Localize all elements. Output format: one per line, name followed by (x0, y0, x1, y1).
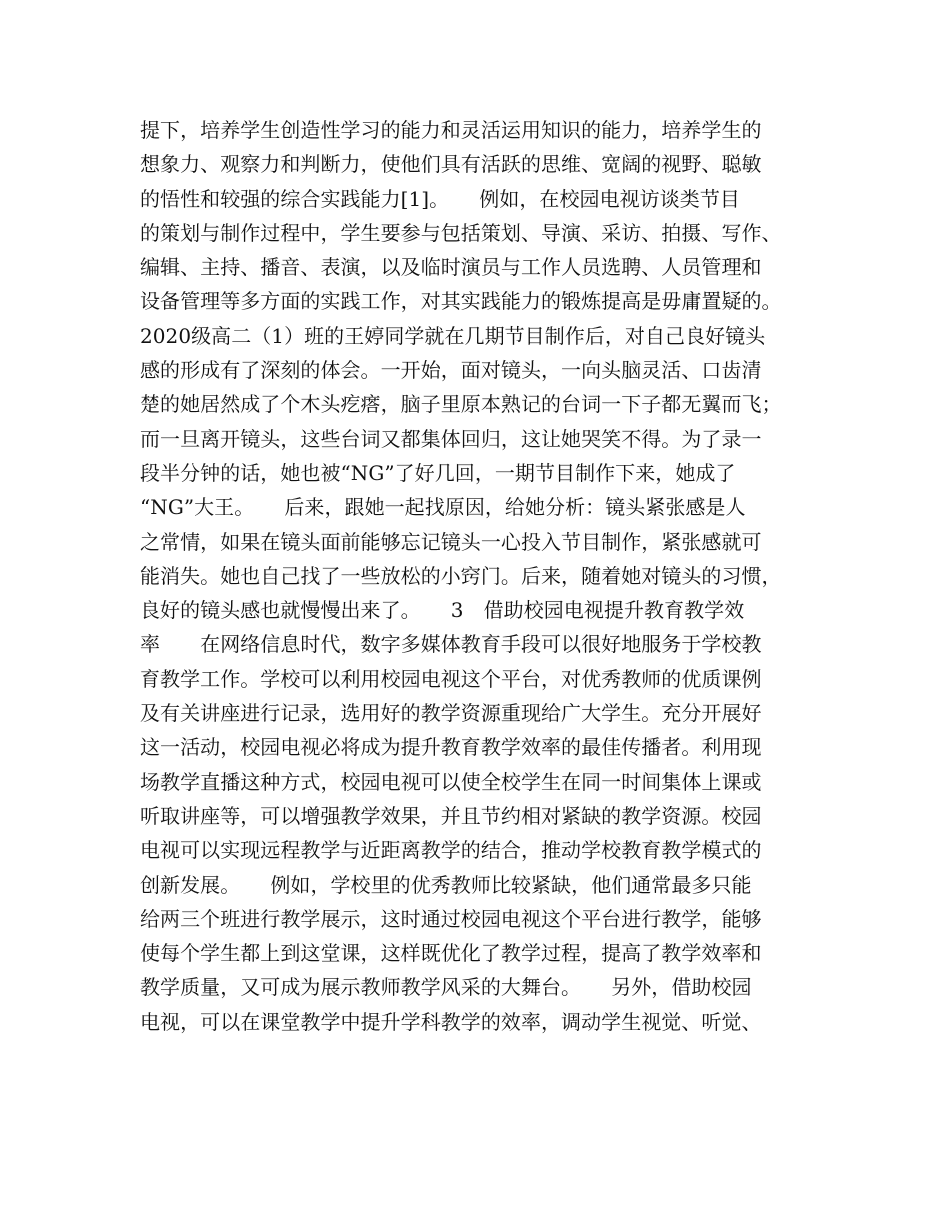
text-line: 能消失。她也自己找了一些放松的小窍门。后来，随着她对镜头的习惯， (140, 563, 782, 588)
text-line: 创新发展。 例如，学校里的优秀教师比较紧缺，他们通常最多只能 (140, 872, 752, 897)
text-line: 编辑、主持、播音、表演，以及临时演员与工作人员选聘、人员管理和 (140, 255, 762, 280)
text-line: 及有关讲座进行记录，选用好的教学资源重现给广大学生。充分开展好 (140, 701, 762, 726)
body-text (140, 113, 830, 1039)
text-line: 的策划与制作过程中，学生要参与包括策划、导演、采访、拍摄、写作、 (140, 220, 782, 245)
text-line: 电视，可以在课堂教学中提升学科教学的效率，调动学生视觉、听觉、 (140, 1009, 762, 1034)
text-line: 的悟性和较强的综合实践能力[1]。 例如，在校园电视访谈类节目 (140, 186, 740, 211)
text-line: 教学质量，又可成为展示教师教学风采的大舞台。 另外，借助校园 (140, 975, 752, 1000)
text-line: 场教学直播这种方式，校园电视可以使全校学生在同一时间集体上课或 (140, 769, 762, 794)
text-line: 提下，培养学生创造性学习的能力和灵活运用知识的能力，培养学生的 (140, 118, 762, 142)
text-line: 段半分钟的话，她也被“NG”了好几回，一期节目制作下来，她成了 (140, 460, 736, 485)
text-line: 使每个学生都上到这堂课，这样既优化了教学过程，提高了教学效率和 (140, 941, 762, 966)
text-line: 感的形成有了深刻的体会。一开始，面对镜头，一向头脑灵活、口齿清 (140, 358, 762, 383)
text-line: 设备管理等多方面的实践工作，对其实践能力的锻炼提高是毋庸置疑的。 (140, 289, 782, 314)
text-line: 楚的她居然成了个木头疙瘩，脑子里原本熟记的台词一下子都无翼而飞； (140, 392, 782, 417)
text-line: 这一活动，校园电视必将成为提升教育教学效率的最佳传播者。利用现 (140, 735, 762, 760)
text-line: 想象力、观察力和判断力，使他们具有活跃的思维、宽阔的视野、聪敏 (140, 152, 762, 177)
text-line: “NG”大王。 后来，跟她一起找原因，给她分析：镜头紧张感是人 (140, 495, 746, 520)
text-line: 2020级高二（1）班的王婷同学就在几期节目制作后，对自己良好镜头 (140, 323, 766, 348)
text-line: 育教学工作。学校可以利用校园电视这个平台，对优秀教师的优质课例 (140, 666, 762, 691)
text-line: 听取讲座等，可以增强教学效果，并且节约相对紧缺的教学资源。校园 (140, 803, 762, 828)
text-line: 之常情，如果在镜头面前能够忘记镜头一心投入节目制作，紧张感就可 (140, 529, 762, 554)
text-line: 良好的镜头感也就慢慢出来了。 3 借助校园电视提升教育教学效 (140, 598, 745, 623)
text-line: 率 在网络信息时代，数字多媒体教育手段可以很好地服务于学校教 (140, 632, 762, 657)
text-line: 而一旦离开镜头，这些台词又都集体回归，这让她哭笑不得。为了录一 (140, 426, 762, 451)
text-line: 给两三个班进行教学展示，这时通过校园电视这个平台进行教学，能够 (140, 906, 762, 931)
text-line: 电视可以实现远程教学与近距离教学的结合，推动学校教育教学模式的 (140, 838, 762, 863)
